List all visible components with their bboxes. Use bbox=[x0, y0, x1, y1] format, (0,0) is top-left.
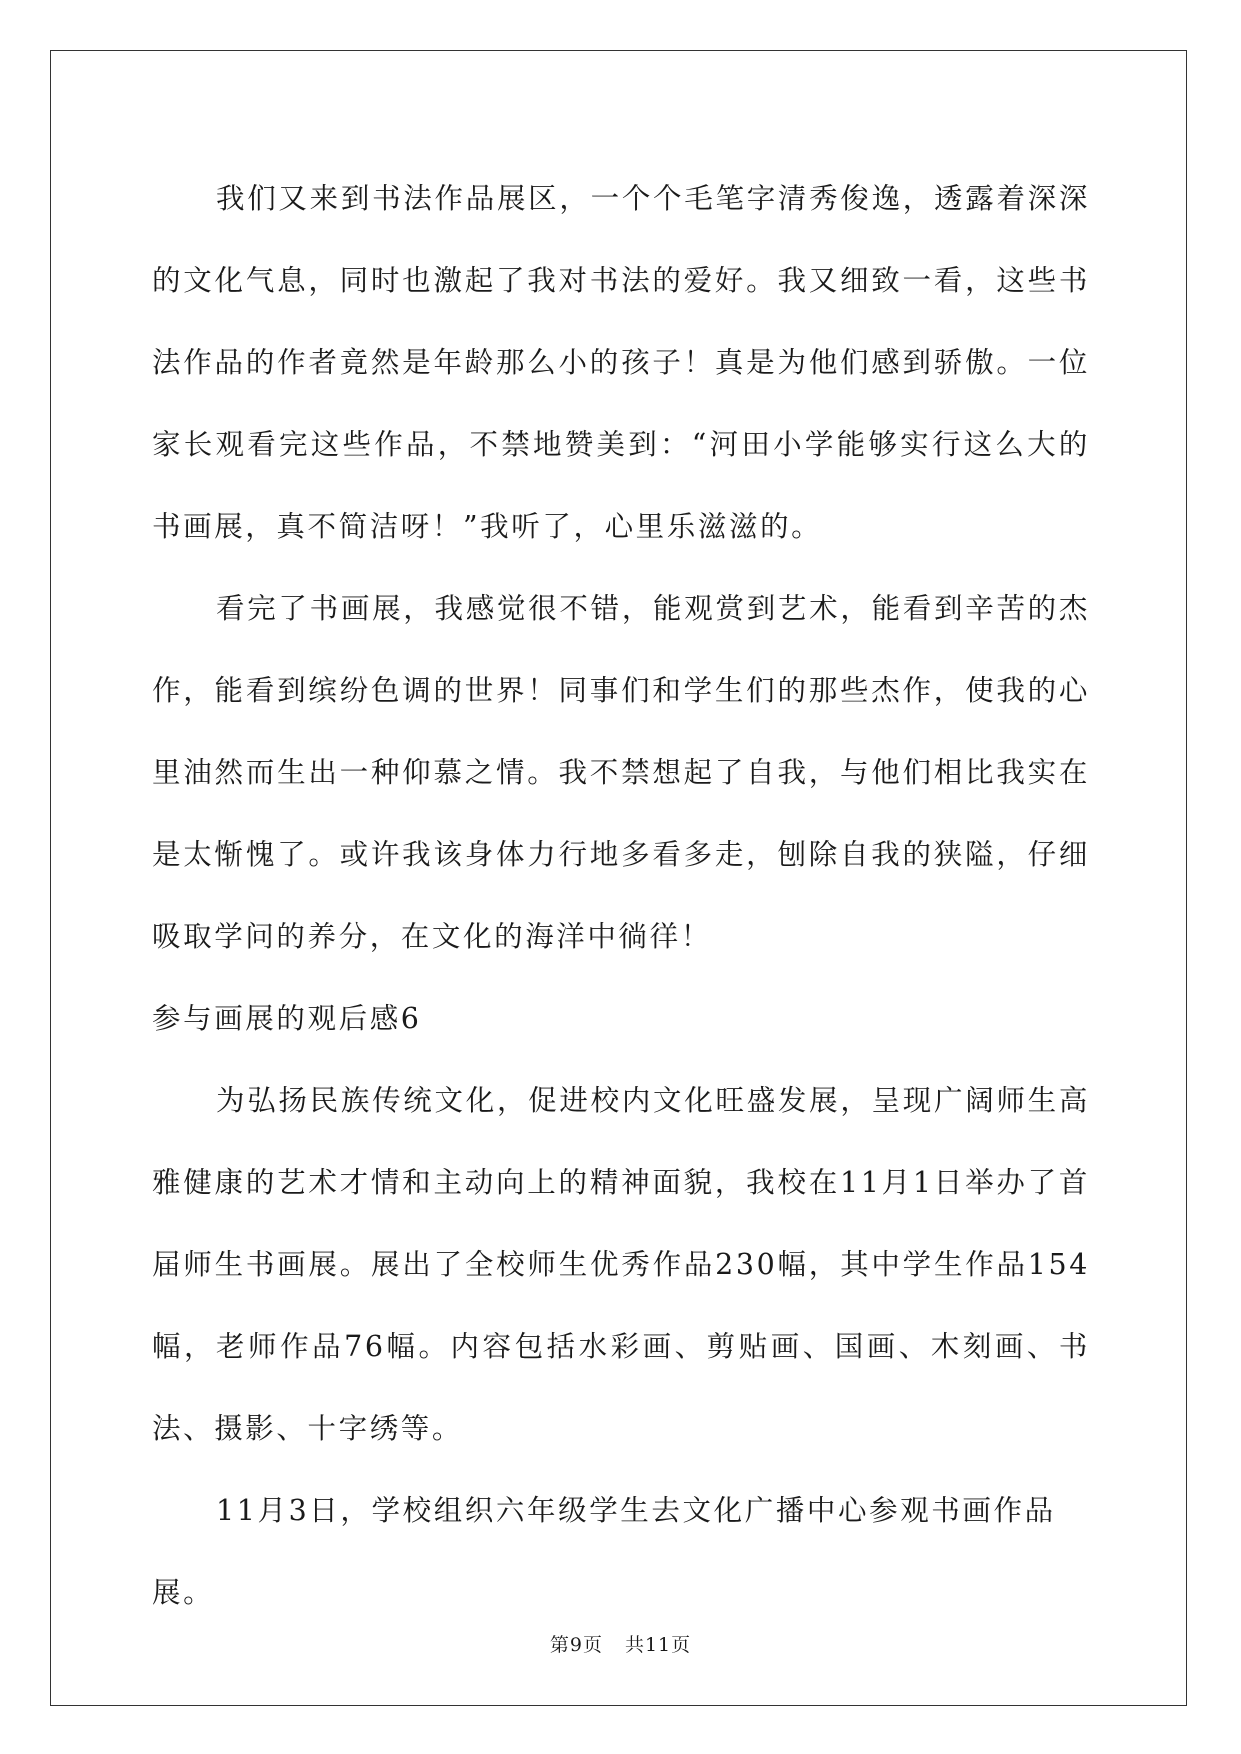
page-number: 第9页 bbox=[549, 1634, 603, 1656]
section-title: 参与画展的观后感6 bbox=[152, 1002, 422, 1035]
document-body bbox=[152, 158, 1090, 1634]
paragraph: 11月3日，学校组织六年级学生去文化广播中心参观书画作品展。 bbox=[152, 1494, 1056, 1609]
page-footer bbox=[0, 1630, 1241, 1657]
paragraph: 我们又来到书法作品展区，一个个毛笔字清秀俊逸，透露着深深的文化气息，同时也激起了我对书法的爱好。我又细致一看，这些书法作品的作者竟然是年龄那么小的孩子！真是为他们感到骄傲。一位家长观看完这些作品，不禁地赞美到：“河田小学能够实行这么大的书画展，真不简洁呀！”我听了，心里乐滋滋的。 bbox=[152, 182, 1090, 543]
page-total: 共11页 bbox=[624, 1634, 692, 1656]
paragraph: 为弘扬民族传统文化，促进校内文化旺盛发展，呈现广阔师生高雅健康的艺术才情和主动向上的精神面貌，我校在11月1日举办了首届师生书画展。展出了全校师生优秀作品230幅，其中学生作品154幅，老师作品76幅。内容包括水彩画、剪贴画、国画、木刻画、书法、摄影、十字绣等。 bbox=[152, 1084, 1090, 1445]
paragraph: 看完了书画展，我感觉很不错，能观赏到艺术，能看到辛苦的杰作，能看到缤纷色调的世界！同事们和学生们的那些杰作，使我的心里油然而生出一种仰慕之情。我不禁想起了自我，与他们相比我实在是太惭愧了。或许我该身体力行地多看多走，刨除自我的狭隘，仔细吸取学问的养分，在文化的海洋中徜徉！ bbox=[152, 592, 1090, 953]
